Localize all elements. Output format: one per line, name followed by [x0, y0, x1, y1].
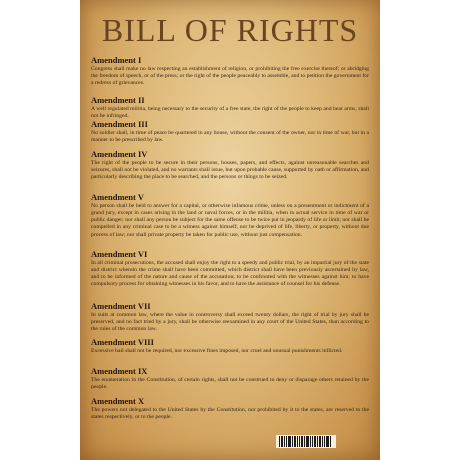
amendment-4 [91, 149, 369, 181]
amendment-heading: Amendment X [91, 396, 145, 406]
amendment-heading: Amendment VIII [91, 337, 154, 347]
amendment-heading: Amendment IX [91, 366, 148, 376]
amendment-2 [91, 95, 369, 120]
amendment-heading: Amendment III [91, 119, 148, 129]
amendment-text: No soldier shall, in time of peace be quartered in any house, without the consent of the owner, nor in time of war, but in a manner to be prescribed by law. [91, 130, 369, 144]
amendment-heading: Amendment IV [91, 149, 148, 159]
amendment-text: A well regulated militia, being necessary to the security of a free state, the right of the people to keep and bear arms, shall not be infringed. [91, 106, 369, 120]
amendment-heading: Amendment II [91, 95, 145, 105]
amendment-text: The enumeration in the Constitution, of certain rights, shall not be construed to deny or disparage others retained by the people. [91, 377, 369, 391]
bill-of-rights-poster [80, 0, 380, 460]
amendment-9 [91, 366, 369, 391]
amendment-8 [91, 337, 369, 355]
poster-title: BILL OF RIGHTS [101, 12, 359, 48]
amendment-heading: Amendment V [91, 192, 144, 202]
amendment-3 [91, 119, 369, 144]
amendment-text: Excessive bail shall not be required, nor excessive fines imposed, nor cruel and unusual punishments inflicted. [91, 348, 343, 354]
barcode-icon [276, 435, 336, 448]
amendment-10 [91, 396, 369, 421]
amendment-6 [91, 249, 369, 289]
amendment-text: The right of the people to be secure in their persons, houses, papers, and effects, against unreasonable searches and seizures, shall not be violated, and no warrants shall issue, but upon probable cause, supported by oath or affirmation, and particularly describing the place to be searched, and the persons or things to be seized. [91, 160, 369, 181]
amendment-heading: Amendment VI [91, 249, 148, 259]
amendment-5 [91, 192, 369, 239]
amendment-text: In all criminal prosecutions, the accused shall enjoy the right to a speedy and public trial, by an impartial jury of the state and district wherein the crime shall have been committed, which district shall have been previously ascertained by law, and to be informed of the nature and cause of the accusation; to be confronted with the witnesses against him; to have compulsory process for obtaining witnesses in his favor, and to have the assistance of counsel for his defense. [91, 260, 369, 288]
amendment-heading: Amendment VII [91, 301, 151, 311]
amendment-text: The powers not delegated to the United States by the Constitution, nor prohibited by it to the states, are reserved to the states respectively, or to the people. [91, 407, 369, 421]
amendment-text: In suits at common law, where the value in controversy shall exceed twenty dollars, the right of trial by jury shall be preserved, and no fact tried by a jury, shall be otherwise reexamined in any court of the United States, than according to the rules of the common law. [91, 312, 369, 333]
amendment-7 [91, 301, 369, 333]
amendment-1 [91, 55, 369, 87]
amendment-heading: Amendment I [91, 55, 142, 65]
amendment-text: Congress shall make no law respecting an establishment of religion, or prohibiting the free exercise thereof; or abridging the freedom of speech, or of the press; or the right of the people peaceably to assemble, and to petition the government for a redress of grievances. [91, 66, 369, 87]
amendment-text: No person shall be held to answer for a capital, or otherwise infamous crime, unless on a presentment or indictment of a grand jury, except in cases arising in the land or naval forces, or in the militia, when in actual service in time of war or public danger; nor shall any person be subject for the same offense to be twice put in jeopardy of life or limb; nor shall be compelled in any criminal case to be a witness against himself, nor be deprived of life, liberty, or property, without due process of law; nor shall private property be taken for public use, without just compensation. [91, 203, 369, 238]
